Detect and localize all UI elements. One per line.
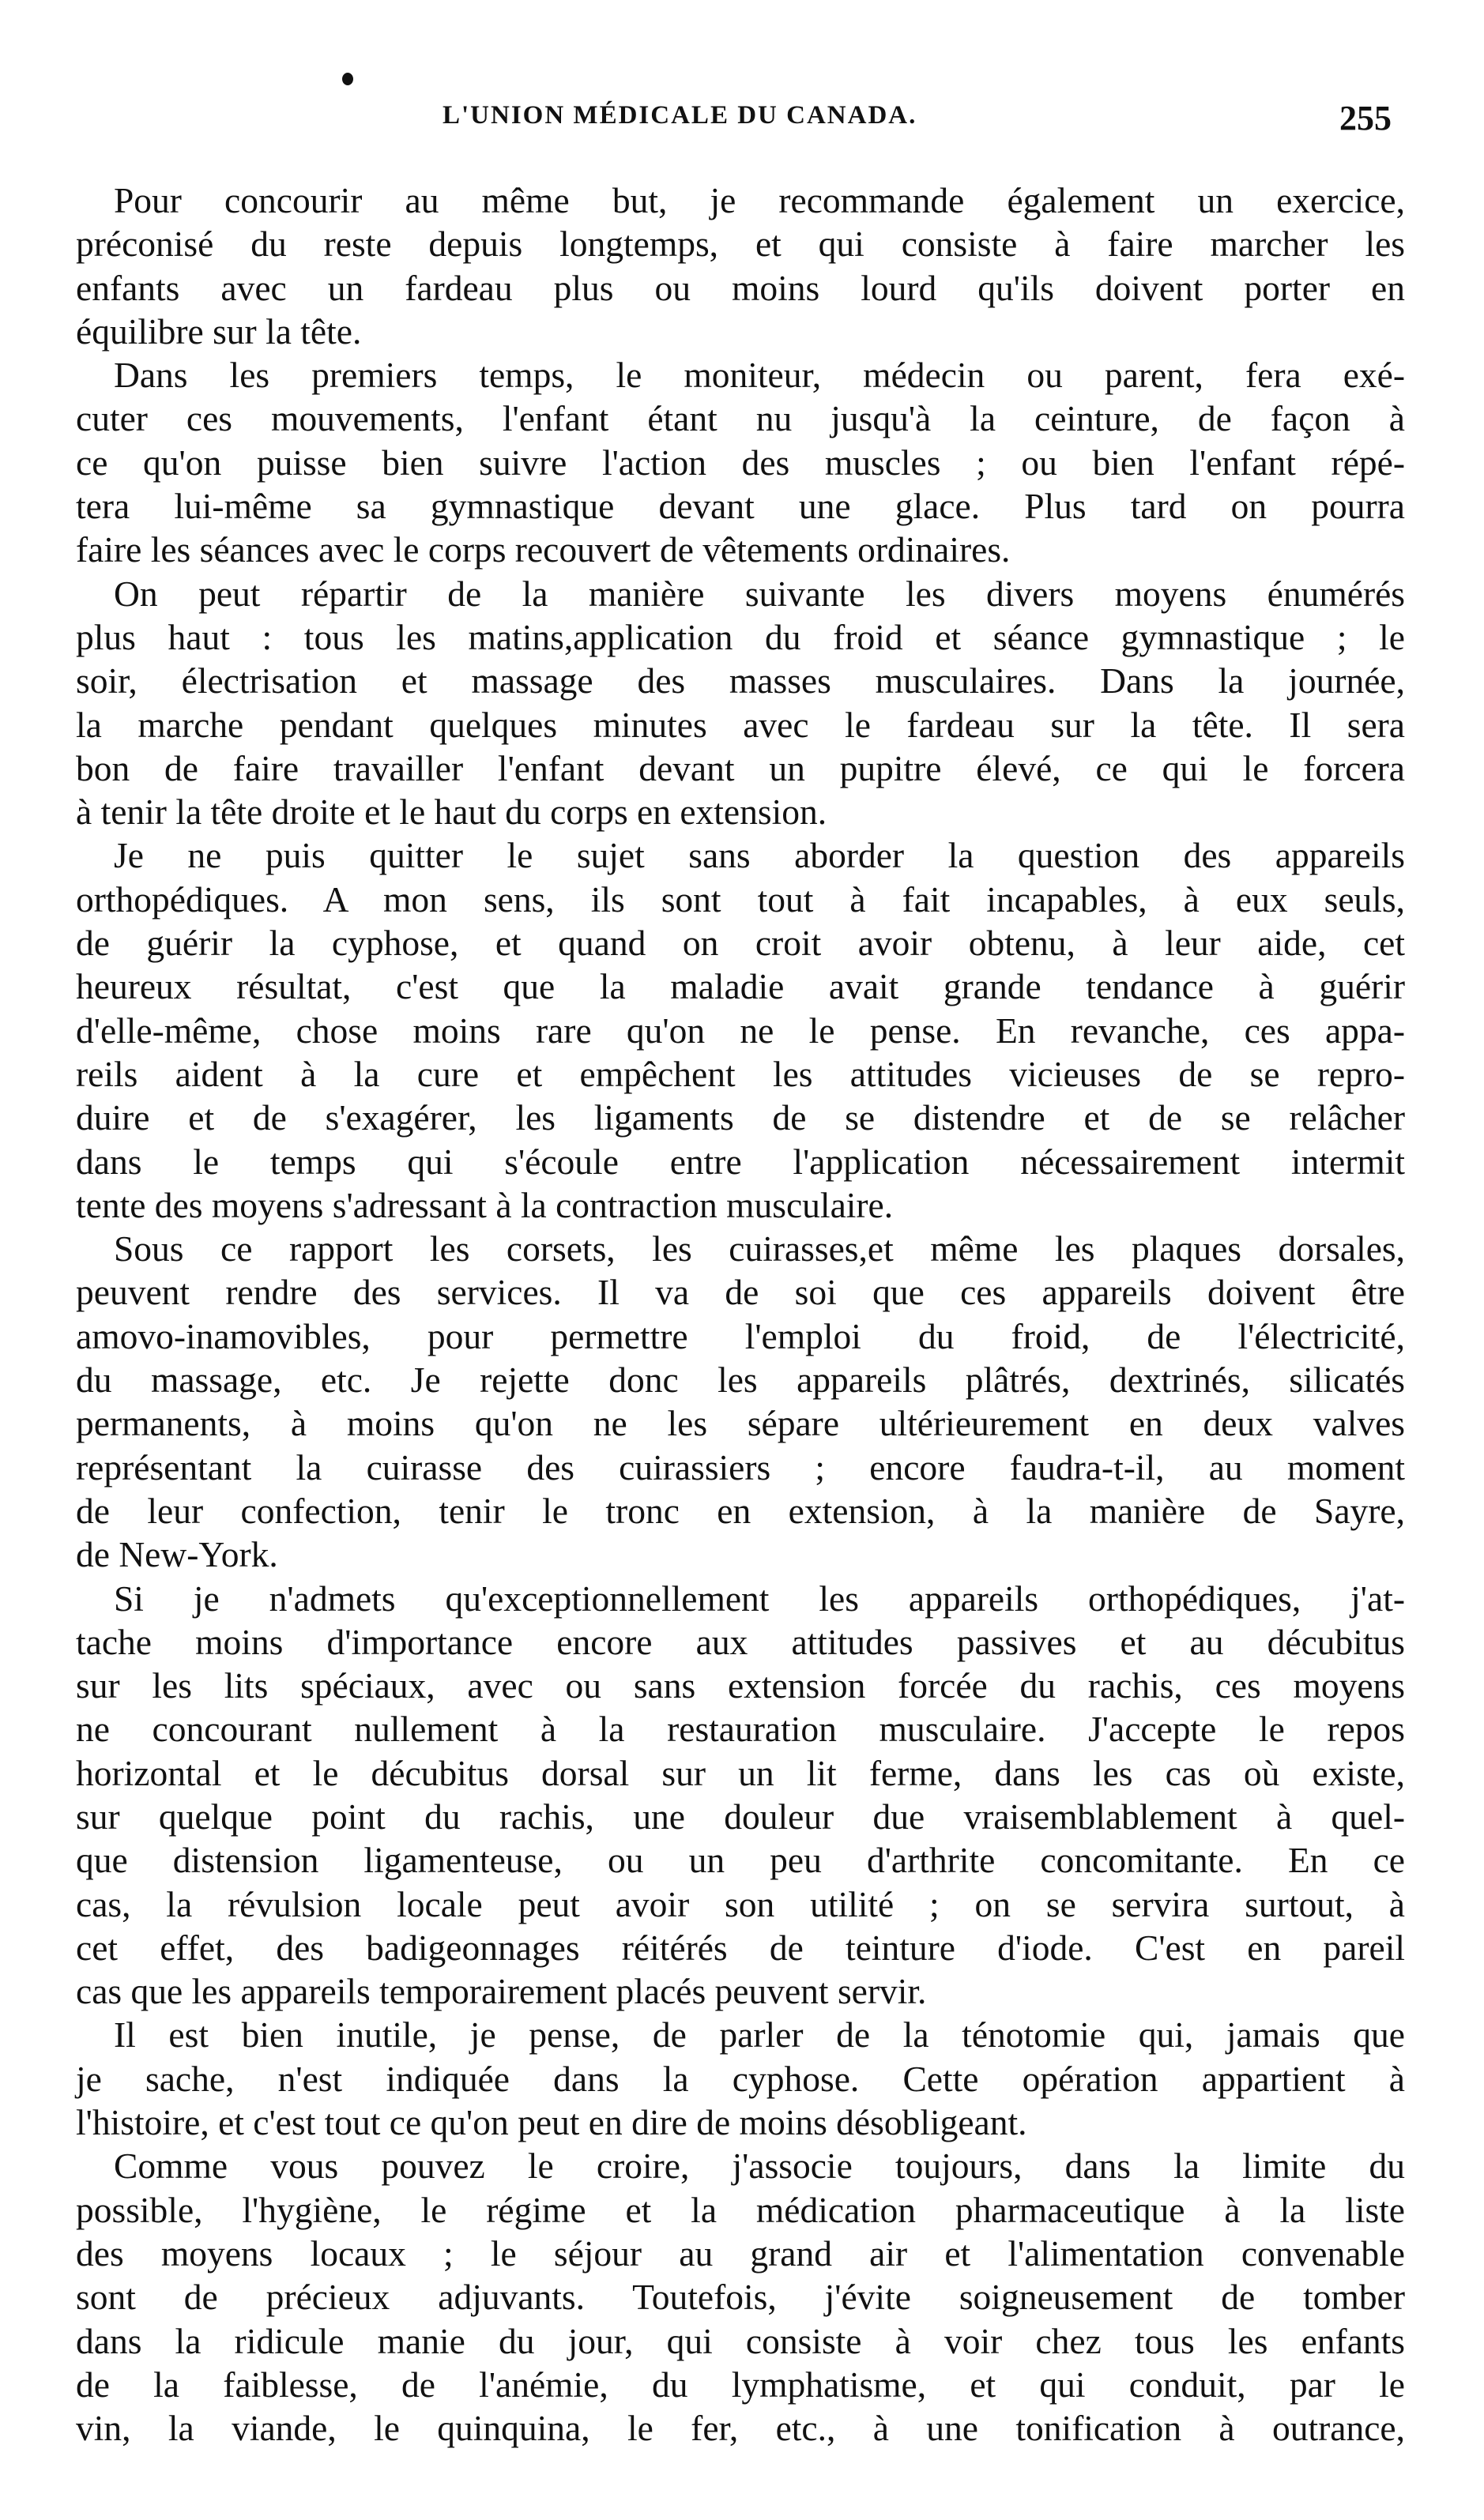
text-line: préconisé du reste depuis longtemps, et qui consiste à faire marcher les — [76, 224, 1405, 265]
page-number: 255 — [1339, 99, 1392, 137]
text-line: cas, la révulsion locale peut avoir son utilité ; on se servira surtout, à — [76, 1883, 1405, 1924]
text-line: l'histoire, et c'est tout ce qu'on peut en dire de moins désobligeant. — [76, 2102, 1027, 2143]
text-line: ce qu'on puisse bien suivre l'action des muscles ; ou bien l'enfant répé- — [76, 442, 1405, 483]
text-line: plus haut : tous les matins,application du froid et séance gymnastique ; le — [76, 616, 1405, 657]
text-line: vin, la viande, le quinquina, le fer, etc., à une tonification à outrance, — [76, 2408, 1405, 2449]
text-line: heureux résultat, c'est que la maladie avait grande tendance à guérir — [76, 966, 1405, 1007]
text-line: On peut répartir de la manière suivante les divers moyens énumérés — [114, 573, 1405, 614]
text-line: faire les séances avec le corps recouvert de vêtements ordinaires. — [76, 529, 1011, 570]
text-line: reils aident à la cure et empêchent les attitudes vicieuses de se repro- — [76, 1053, 1405, 1094]
text-line: tache moins d'importance encore aux attitudes passives et au décubitus — [76, 1621, 1405, 1662]
text-line: représentant la cuirasse des cuirassiers ; encore faudra-t-il, au moment — [76, 1446, 1405, 1488]
text-line: cuter ces mouvements, l'enfant étant nu jusqu'à la ceinture, de façon à — [76, 398, 1405, 439]
text-line: Il est bien inutile, je pense, de parler de la ténotomie qui, jamais que — [114, 2014, 1405, 2055]
text-line: sur quelque point du rachis, une douleur due vraisemblablement à quel- — [76, 1796, 1405, 1837]
text-line: de la faiblesse, de l'anémie, du lymphatisme, et qui conduit, par le — [76, 2364, 1405, 2405]
text-line: du massage, etc. Je rejette donc les appareils plâtrés, dextrinés, silicatés — [76, 1360, 1405, 1401]
text-line: amovo-inamovibles, pour permettre l'emploi du froid, de l'électricité, — [76, 1315, 1405, 1356]
text-line: dans le temps qui s'écoule entre l'application nécessairement intermit — [76, 1141, 1405, 1182]
text-line: cas que les appareils temporairement placés peuvent servir. — [76, 1971, 927, 2012]
text-line: que distension ligamenteuse, ou un peu d'arthrite concomitante. En ce — [76, 1840, 1405, 1881]
text-line: équilibre sur la tête. — [76, 310, 362, 352]
text-line: de New-York. — [76, 1534, 278, 1575]
text-line: permanents, à moins qu'on ne les sépare ultérieurement en deux valves — [76, 1403, 1405, 1444]
text-line: possible, l'hygiène, le régime et la médication pharmaceutique à la liste — [76, 2189, 1405, 2230]
text-line: des moyens locaux ; le séjour au grand air et l'alimentation convenable — [76, 2232, 1405, 2274]
running-header: L'UNION MÉDICALE DU CANADA. — [443, 101, 917, 130]
ink-speck-mark — [342, 73, 353, 85]
text-line: soir, électrisation et massage des masses musculaires. Dans la journée, — [76, 660, 1405, 701]
text-line: Dans les premiers temps, le moniteur, médecin ou parent, fera exé- — [114, 355, 1405, 396]
text-line: je sache, n'est indiquée dans la cyphose. Cette opération appartient à — [76, 2058, 1405, 2099]
text-line: duire et de s'exagérer, les ligaments de se distendre et de se relâcher — [76, 1097, 1405, 1138]
text-line: la marche pendant quelques minutes avec le fardeau sur la tête. Il sera — [76, 704, 1405, 745]
text-line: Si je n'admets qu'exceptionnellement les appareils orthopédiques, j'at- — [114, 1578, 1405, 1619]
text-line: enfants avec un fardeau plus ou moins lourd qu'ils doivent porter en — [76, 267, 1405, 308]
text-line: cet effet, des badigeonnages réitérés de teinture d'iode. C'est en pareil — [76, 1927, 1405, 1968]
text-line: de leur confection, tenir le tronc en extension, à la manière de Sayre, — [76, 1490, 1405, 1531]
text-line: sont de précieux adjuvants. Toutefois, j'évite soigneusement de tomber — [76, 2277, 1405, 2318]
text-line: horizontal et le décubitus dorsal sur un lit ferme, dans les cas où existe, — [76, 1752, 1405, 1793]
text-line: orthopédiques. A mon sens, ils sont tout à fait incapables, à eux seuls, — [76, 878, 1405, 920]
text-line: peuvent rendre des services. Il va de soi que ces appareils doivent être — [76, 1272, 1405, 1313]
text-line: à tenir la tête droite et le haut du corps en extension. — [76, 792, 827, 833]
body-text — [76, 179, 1405, 2450]
text-line: Sous ce rapport les corsets, les cuirasses,et même les plaques dorsales, — [114, 1228, 1405, 1269]
text-line: tente des moyens s'adressant à la contraction musculaire. — [76, 1184, 894, 1225]
text-line: sur les lits spéciaux, avec ou sans extension forcée du rachis, ces moyens — [76, 1665, 1405, 1706]
text-line: tera lui-même sa gymnastique devant une glace. Plus tard on pourra — [76, 486, 1405, 527]
text-line: d'elle-même, chose moins rare qu'on ne le pense. En revanche, ces appa- — [76, 1010, 1405, 1051]
text-line: Je ne puis quitter le sujet sans aborder la question des appareils — [114, 835, 1405, 876]
text-line: dans la ridicule manie du jour, qui consiste à voir chez tous les enfants — [76, 2320, 1405, 2361]
text-line: Comme vous pouvez le croire, j'associe toujours, dans la limite du — [114, 2146, 1405, 2187]
text-line: Pour concourir au même but, je recommande également un exercice, — [114, 180, 1405, 220]
text-line: bon de faire travailler l'enfant devant un pupitre élevé, ce qui le forcera — [76, 747, 1405, 788]
text-line: ne concourant nullement à la restauration musculaire. J'accepte le repos — [76, 1709, 1405, 1750]
text-line: de guérir la cyphose, et quand on croit avoir obtenu, à leur aide, cet — [76, 923, 1405, 964]
